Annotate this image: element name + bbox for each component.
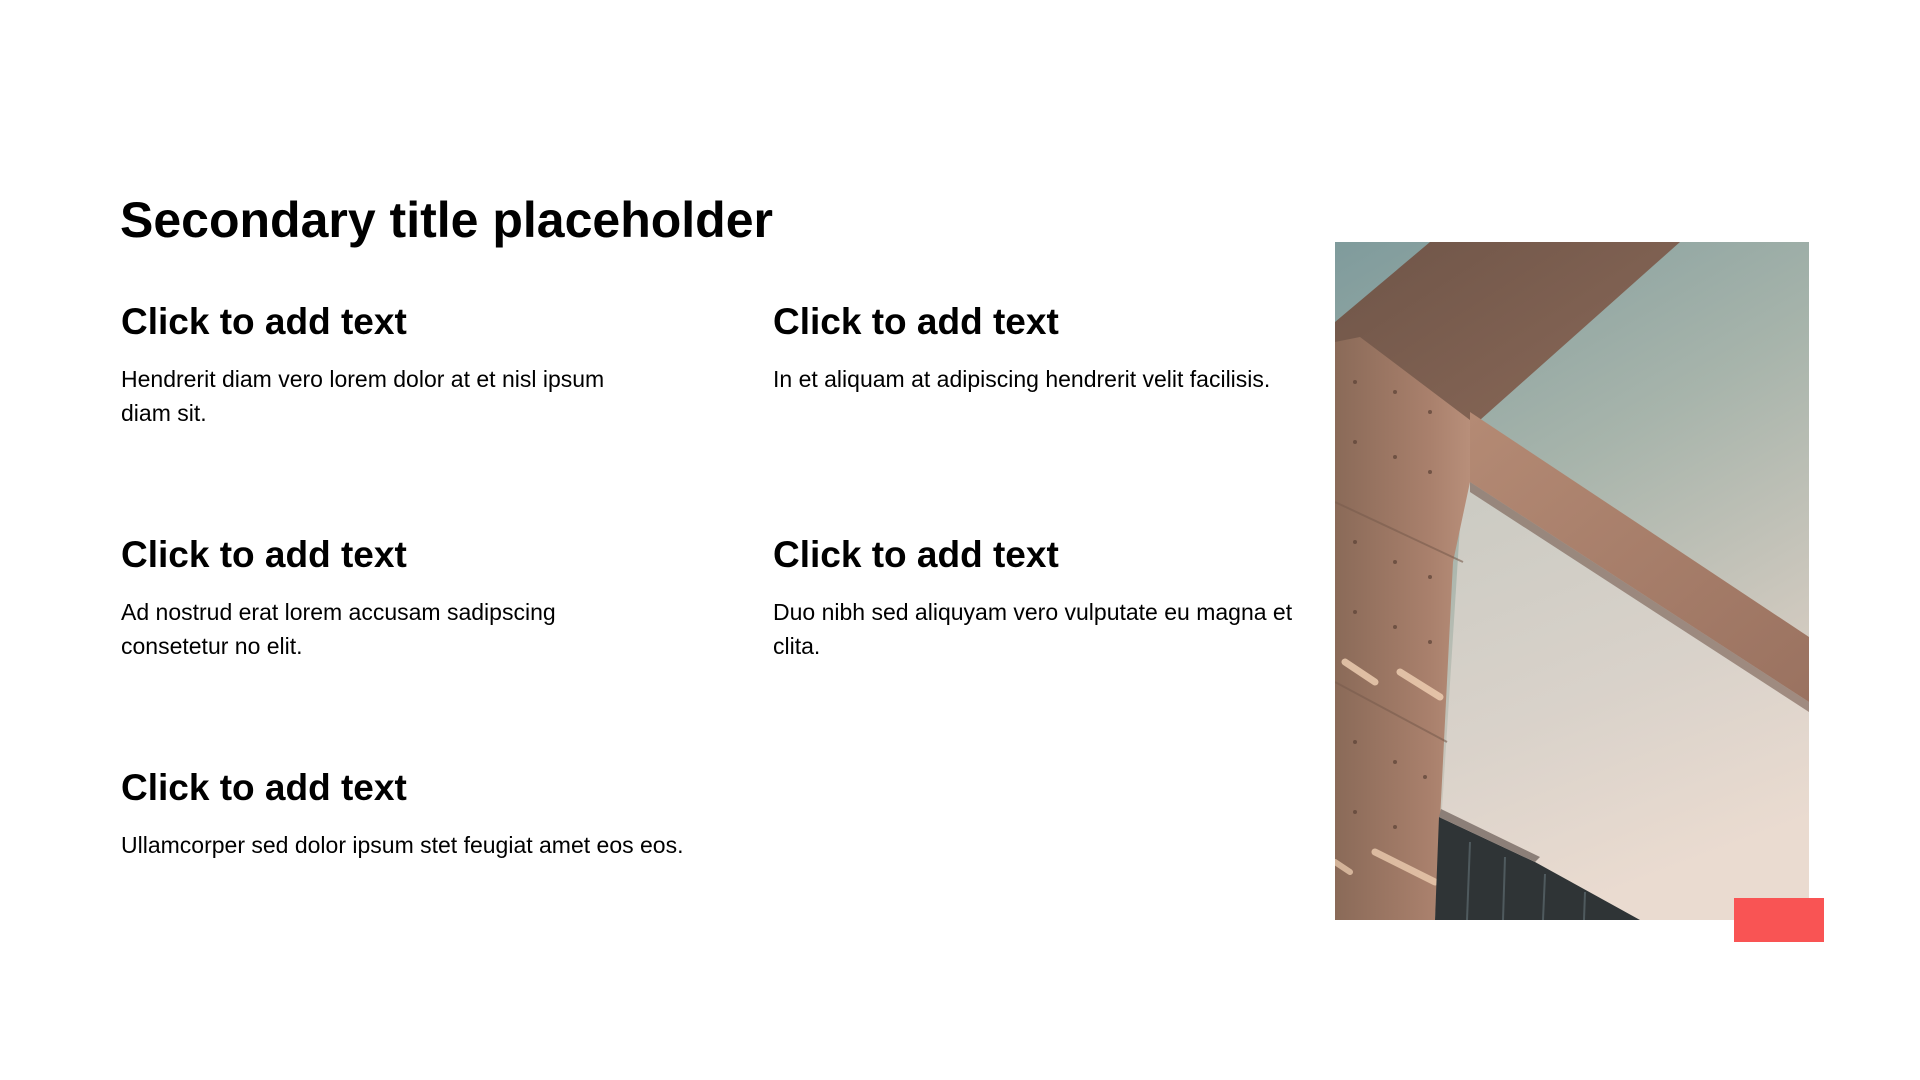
accent-rectangle — [1734, 898, 1824, 942]
text-block-heading[interactable]: Click to add text — [773, 301, 1059, 342]
text-block-3[interactable] — [121, 533, 701, 663]
text-block-4[interactable] — [773, 533, 1313, 663]
text-block-5[interactable] — [121, 766, 701, 862]
slide-title[interactable]: Secondary title placeholder — [120, 192, 773, 248]
text-block-body[interactable]: Hendrerit diam vero lorem dolor at et nisl ipsum diam sit. — [121, 366, 605, 427]
text-block-1[interactable] — [121, 300, 701, 430]
architecture-photo-illustration — [1335, 242, 1809, 920]
text-block-body[interactable]: Ullamcorper sed dolor ipsum stet feugiat amet eos eos. — [121, 832, 684, 859]
architecture-photo[interactable] — [1335, 242, 1809, 920]
text-block-heading[interactable]: Click to add text — [773, 534, 1059, 575]
text-block-heading[interactable]: Click to add text — [121, 534, 407, 575]
text-block-body[interactable]: Duo nibh sed aliquyam vero vulputate eu magna et clita. — [773, 599, 1293, 660]
text-block-2[interactable] — [773, 300, 1313, 396]
text-block-heading[interactable]: Click to add text — [121, 301, 407, 342]
text-block-heading[interactable]: Click to add text — [121, 767, 407, 808]
text-block-body[interactable]: Ad nostrud erat lorem accusam sadipscing consetetur no elit. — [121, 599, 556, 660]
text-block-body[interactable]: In et aliquam at adipiscing hendrerit velit facilisis. — [773, 366, 1271, 393]
